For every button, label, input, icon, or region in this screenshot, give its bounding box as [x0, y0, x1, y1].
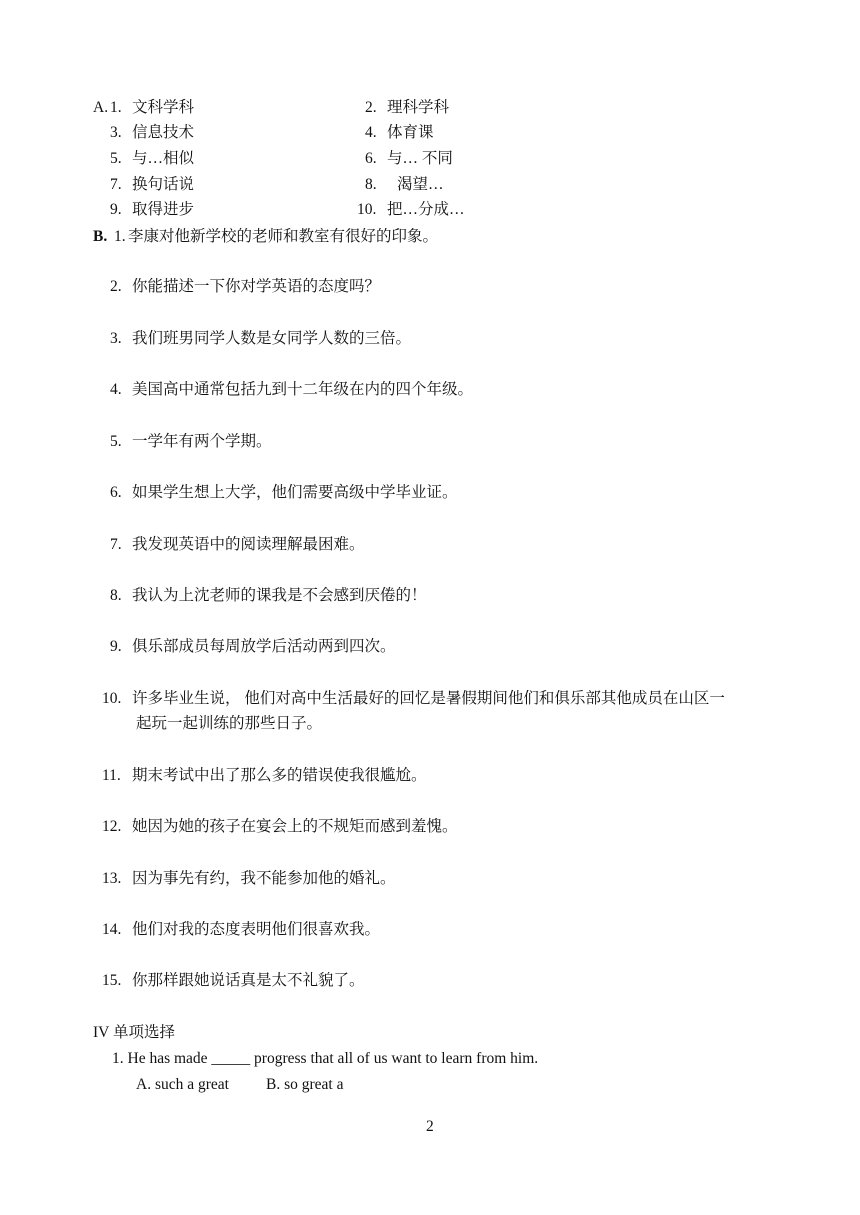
- a-item-4-num: 4.: [365, 124, 377, 141]
- page-number: 2: [426, 1118, 434, 1135]
- b-item-14-num: 14.: [102, 921, 122, 938]
- b-item-13-text: 因为事先有约，我不能参加他的婚礼。: [132, 870, 396, 887]
- a-item-1-num: 1.: [110, 99, 122, 116]
- a-item-7-num: 7.: [110, 176, 122, 193]
- a-item-1-text: 文科学科: [132, 99, 195, 116]
- b-item-5-text: 一学年有两个学期。: [132, 433, 272, 450]
- b-item-3-text: 我们班男同学人数是女同学人数的三倍。: [132, 330, 412, 347]
- a-item-6-text: 与… 不同: [387, 150, 453, 167]
- a-item-8-text: 渴望…: [397, 176, 444, 193]
- a-item-5-num: 5.: [110, 150, 122, 167]
- b-item-3-num: 3.: [110, 330, 122, 347]
- b-item-1-text: 李康对他新学校的老师和教室有很好的印象。: [128, 228, 439, 245]
- b-item-7-text: 我发现英语中的阅读理解最困难。: [132, 536, 365, 553]
- a-item-8-num: 8.: [365, 176, 377, 193]
- a-item-6-num: 6.: [365, 150, 377, 167]
- q1-stem: 1. He has made _____ progress that all of us want to learn from him.: [112, 1050, 539, 1067]
- b-item-10-num: 10.: [102, 690, 122, 707]
- b-item-6-text: 如果学生想上大学，他们需要高级中学毕业证。: [132, 484, 458, 501]
- q1-option-b: B. so great a: [266, 1076, 344, 1093]
- b-item-12-num: 12.: [102, 818, 122, 835]
- b-item-9-num: 9.: [110, 638, 122, 655]
- b-item-2-num: 2.: [110, 278, 122, 295]
- b-item-15-num: 15.: [102, 972, 122, 989]
- a-item-2-num: 2.: [365, 99, 377, 116]
- a-item-5-text: 与…相似: [132, 150, 195, 167]
- a-item-9-text: 取得进步: [132, 201, 195, 218]
- b-item-4-text: 美国高中通常包括九到十二年级在内的四个年级。: [132, 381, 474, 398]
- b-item-12-text: 她因为她的孩子在宴会上的不规矩而感到羞愧。: [132, 818, 458, 835]
- b-item-5-num: 5.: [110, 433, 122, 450]
- b-item-13-num: 13.: [102, 870, 122, 887]
- b-item-7-num: 7.: [110, 536, 122, 553]
- section-b-label: B.: [93, 228, 108, 245]
- b-item-8-num: 8.: [110, 587, 122, 604]
- section-a-label: A.: [93, 99, 109, 116]
- b-item-8-text: 我认为上沈老师的课我是不会感到厌倦的！: [132, 587, 427, 604]
- b-item-4-num: 4.: [110, 381, 122, 398]
- b-item-6-num: 6.: [110, 484, 122, 501]
- a-item-2-text: 理科学科: [387, 99, 450, 116]
- b-item-10-text-cont: 起玩一起训练的那些日子。: [136, 715, 323, 732]
- b-item-11-text: 期末考试中出了那么多的错误使我很尴尬。: [132, 767, 427, 784]
- a-item-3-num: 3.: [110, 124, 122, 141]
- b-item-14-text: 他们对我的态度表明他们很喜欢我。: [132, 921, 381, 938]
- q1-option-a: A. such a great: [136, 1076, 229, 1093]
- a-item-10-num: 10.: [357, 201, 377, 218]
- a-item-3-text: 信息技术: [132, 124, 195, 141]
- section-iv-heading: IV 单项选择: [93, 1024, 175, 1041]
- b-item-15-text: 你那样跟她说话真是太不礼貌了。: [132, 972, 365, 989]
- b-item-11-num: 11.: [102, 767, 121, 784]
- b-item-1-num: 1.: [114, 228, 126, 245]
- a-item-10-text: 把…分成…: [387, 201, 465, 218]
- b-item-9-text: 俱乐部成员每周放学后活动两到四次。: [132, 638, 396, 655]
- a-item-4-text: 体育课: [387, 124, 434, 141]
- a-item-9-num: 9.: [110, 201, 122, 218]
- b-item-10-text: 许多毕业生说， 他们对高中生活最好的回忆是暑假期间他们和俱乐部其他成员在山区一: [132, 690, 725, 707]
- a-item-7-text: 换句话说: [132, 176, 195, 193]
- b-item-2-text: 你能描述一下你对学英语的态度吗？: [132, 278, 381, 295]
